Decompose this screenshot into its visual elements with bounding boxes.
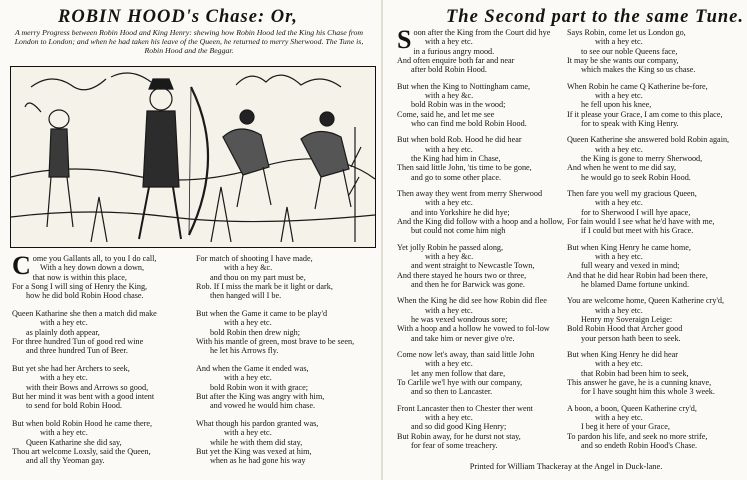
verse-line: when as he had gone his way (210, 456, 306, 466)
verse-line: the King had him in Chase, (411, 153, 501, 163)
stanza (567, 28, 745, 74)
verse-line: with a hey etc. (595, 359, 643, 369)
verse-line: if I could but meet with his Grace. (581, 226, 694, 236)
verse-line: When the King he did see how Robin did flee (397, 296, 547, 306)
verse-line: with a hey etc. (40, 428, 88, 438)
verse-line: And that he did hear Robin had been there, (567, 270, 708, 280)
verse-line: And often enquire both far and near (397, 55, 515, 65)
verse-line: But when King Henry he came home, (567, 242, 691, 252)
verse-line: But Robin away, for he durst not stay, (397, 431, 521, 441)
stanza (397, 243, 565, 289)
verse-line: but could not come him nigh (411, 226, 506, 236)
verse-line: with a hey etc. (224, 428, 272, 438)
verse-line: which makes the King so us chase. (581, 65, 696, 75)
stanza (397, 135, 565, 181)
verse-line: he let his Arrows fly. (210, 346, 279, 356)
verse-line: and so then to Lancaster. (411, 387, 493, 397)
column-4 (567, 28, 745, 457)
verse-line: To Carlile we'l hye with our company, (397, 377, 523, 387)
verse-line: your person hath been to seek. (581, 333, 681, 343)
verse-line: But when bold Rob. Hood he did hear (397, 135, 522, 145)
verse-line: let any men follow that dare, (411, 368, 506, 378)
verse-line: bold Robin was in the wood; (411, 100, 506, 110)
verse-line: with a hey etc. (595, 198, 643, 208)
page-gutter (381, 0, 383, 480)
verse-line: Front Lancaster then to Chester ther went (397, 403, 533, 413)
verse-line: with a hey etc. (40, 318, 88, 328)
verse-line: and take him or never give o're. (411, 333, 515, 343)
stanza (397, 82, 565, 128)
stanza (567, 296, 745, 342)
column-2 (196, 254, 376, 474)
verse-line: for to speak with King Henry. (581, 118, 679, 128)
verse-line: with a hey etc. (595, 90, 643, 100)
verse-line: Then said little John, 'tis time to be gone, (397, 163, 532, 173)
stanza (567, 189, 745, 235)
stanza (567, 404, 745, 450)
verse-line: and so did good King Henry; (411, 422, 507, 432)
verse-line: Rob. If I miss the mark be it light or dark, (196, 281, 333, 291)
verse-line: the King is gone to merry Sherwood, (581, 153, 703, 163)
stanza (567, 82, 745, 128)
verse-line: But her mind it was bent with a good intent (12, 391, 155, 401)
title-right: The Second part to the same Tune. (446, 7, 744, 27)
verse-line: What though his pardon granted was, (196, 418, 319, 428)
verse-line: And there stayed he hours two or three, (397, 270, 527, 280)
verse-line: and three hundred Tun of Beer. (26, 346, 128, 356)
verse-line: for to Sherwood I will hye apace, (581, 207, 691, 217)
verse-line: Thou art welcome Loxsly, said the Queen, (12, 446, 151, 456)
verse-line: For match of shooting I have made, (196, 254, 313, 263)
verse-line: that now is within this place, (32, 272, 127, 282)
stanza (567, 243, 745, 289)
verse-line: Says Robin, come let us London go, (567, 28, 686, 37)
verse-line: For fain would I see what he'd have with me, (567, 216, 715, 226)
verse-line: And when the Game it ended was, (196, 363, 309, 373)
verse-line: For a Song I will sing of Henry the King, (12, 281, 148, 291)
stanza (196, 419, 376, 465)
verse-line: oon after the King from the Court did hye (413, 28, 551, 37)
verse-line: he blamed Dame fortune unkind. (581, 279, 689, 289)
verse-line: and thou on my part must be, (210, 272, 306, 282)
verse-line: This answer he gave, he is a cunning knave, (567, 377, 712, 387)
stanza (567, 350, 745, 396)
verse-line: with a hey etc. (224, 318, 272, 328)
verse-line: But when the Game it came to be play'd (196, 308, 328, 318)
stanza (196, 254, 376, 300)
verse-line: with a hey etc. (425, 37, 473, 47)
verse-line: and went straight to Newcastle Town, (411, 261, 535, 271)
verse-line: with a hey &c. (425, 90, 474, 100)
verse-line: with a hey etc. (595, 144, 643, 154)
verse-line: with a hey etc. (595, 305, 643, 315)
stanza (12, 364, 192, 410)
stanza (12, 251, 192, 301)
verse-line: for fear of some treachery. (411, 440, 498, 450)
verse-line: Queen Katharine she did say, (26, 437, 122, 447)
verse-line: But after the King was angry with him, (196, 391, 325, 401)
verse-line: with their Bows and Arrows so good, (26, 382, 149, 392)
verse-line: Bold Robin Hood that Archer good (567, 324, 683, 334)
verse-line: and then he for Barwick was gone. (411, 279, 525, 289)
verse-line: With a hey down down a down, (40, 263, 145, 273)
verse-line: bold Robin won it with grace; (210, 382, 309, 392)
woodcut-illustration (10, 66, 376, 248)
verse-line: with a hey etc. (425, 144, 473, 154)
verse-line: Queen Katharine she then a match did make (12, 308, 157, 318)
stanza (397, 296, 565, 342)
verse-line: to send for bold Robin Hood. (26, 401, 122, 411)
verse-line: as plainly doth appear, (26, 327, 100, 337)
stanza (196, 309, 376, 355)
verse-line: with a hey etc. (40, 373, 88, 383)
woodcut-svg (11, 67, 375, 247)
stanza (196, 364, 376, 410)
verse-line: But when the King to Nottingham came, (397, 81, 531, 91)
verse-line: with a hey etc. (425, 359, 473, 369)
verse-line: But yet she had her Archers to seek, (12, 363, 130, 373)
verse-line: while he with them did stay, (210, 437, 303, 447)
verse-line: For three hundred Tun of good red wine (12, 336, 144, 346)
verse-line: But when bold Robin Hood he came there, (12, 418, 153, 428)
verse-line: With a hoop and a hollow he vowed to fol-low (397, 324, 550, 334)
verse-line: Come now let's away, than said little John (397, 350, 535, 360)
verse-line: And when he went to me did say, (567, 163, 677, 173)
title-left: ROBIN HOOD's Chase: Or, (58, 7, 298, 27)
subtitle: A merry Progress between Robin Hood and King Henry: shewing how Robin Hood led the King his Chase from London to London; and when he had taken his leave of the Queen, he returned to merry Sherwood. The Tune is, Robin Hood and the Beggar. (14, 28, 364, 55)
verse-line: how he did bold Robin Hood chase. (26, 291, 144, 301)
verse-line: with a hey etc. (425, 413, 473, 422)
verse-line: Henry my Soveraign Leige: (581, 314, 673, 324)
verse-line: with a hey etc. (595, 413, 643, 422)
stanza (12, 309, 192, 355)
verse-line: with a hey etc. (595, 251, 643, 261)
verse-line: It may be she wants our company, (567, 55, 679, 65)
verse-line: Then away they went from merry Sherwood (397, 189, 543, 199)
verse-line: When Robin he came Q Katherine be-fore, (567, 81, 708, 91)
verse-line: to see our noble Queens face, (581, 46, 678, 56)
verse-line: with a hey &c. (425, 251, 474, 261)
drop-capital: S (397, 25, 412, 54)
verse-line: Then fare you well my gracious Queen, (567, 189, 697, 199)
verse-line: And the King did follow with a hoop and a hollow, (397, 216, 565, 226)
verse-line: who can find me bold Robin Hood. (411, 118, 527, 128)
column-1 (12, 251, 192, 474)
verse-line: bold Robin then drew nigh; (210, 327, 301, 337)
verse-line: full weary and vexed in mind; (581, 261, 680, 271)
verse-line: with a hey etc. (224, 373, 272, 383)
column-3 (397, 25, 565, 457)
drop-capital: C (12, 251, 31, 280)
verse-line: I beg it here of your Grace, (581, 422, 670, 432)
stanza (397, 350, 565, 396)
verse-line: and into Yorkshire he did hye; (411, 207, 510, 217)
verse-line: with a hey etc. (595, 37, 643, 47)
verse-line: with a hey etc. (425, 198, 473, 208)
verse-line: with a hey etc. (425, 305, 473, 315)
verse-line: Yet jolly Robin he passed along, (397, 242, 504, 252)
verse-line: with a hey &c. (224, 263, 273, 273)
verse-line: ome you Gallants all, to you I do call, (32, 254, 157, 263)
stanza (397, 189, 565, 235)
stanza (397, 25, 565, 75)
verse-line: But when King Henry he did hear (567, 350, 678, 360)
verse-line: With his mantle of green, most brave to be seen, (196, 336, 355, 346)
verse-line: You are welcome home, Queen Katherine cry'd, (567, 296, 725, 306)
verse-line: To pardon his life, and seek no more strife, (567, 431, 708, 441)
verse-line: then hanged will I be. (210, 291, 282, 301)
verse-line: that Robin had been him to seek, (581, 368, 689, 378)
stanza (12, 419, 192, 465)
verse-line: he would go to seek Robin Hood. (581, 172, 691, 182)
verse-line: in a furious angry mood. (413, 46, 495, 56)
imprint: Printed for William Thackeray at the Angel in Duck-lane. (469, 462, 663, 471)
verse-line: and vowed he would him chase. (210, 401, 316, 411)
verse-line: But yet the King was vexed at him, (196, 446, 312, 456)
verse-line: A boon, a boon, Queen Katherine cry'd, (567, 403, 697, 413)
verse-line: after bold Robin Hood. (411, 65, 487, 75)
verse-line: Queen Katherine she answered bold Robin again, (567, 135, 730, 145)
verse-line: and go to some other place. (411, 172, 502, 182)
verse-line: and all thy Yeoman gay. (26, 456, 105, 466)
verse-line: If it please your Grace, I am come to this place, (567, 109, 723, 119)
stanza (567, 135, 745, 181)
verse-line: and so endeth Robin Hood's Chase. (581, 440, 698, 450)
verse-line: he was vexed wondrous sore; (411, 314, 508, 324)
verse-line: he fell upon his knee, (581, 100, 652, 110)
verse-line: for I have sought him this whole 3 week. (581, 387, 715, 397)
stanza (397, 404, 565, 450)
verse-line: Come, said he, and let me see (397, 109, 495, 119)
